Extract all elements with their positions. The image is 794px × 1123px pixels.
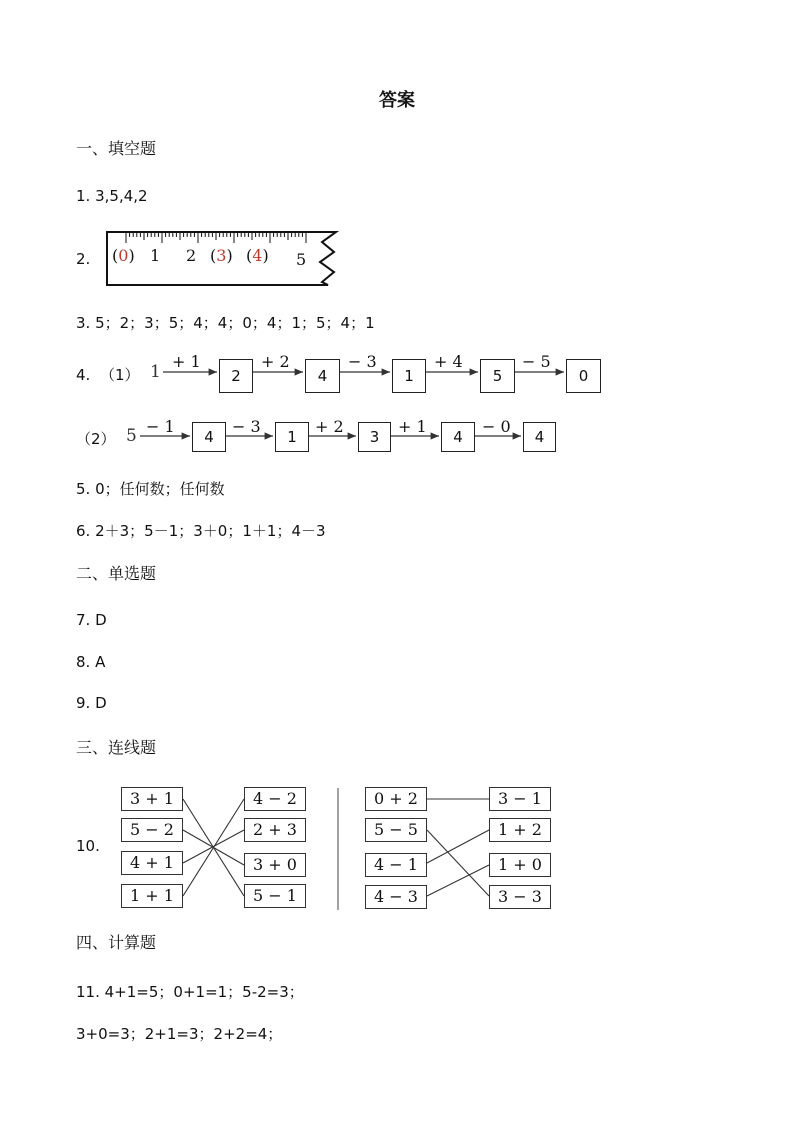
q6-number: 6. bbox=[76, 522, 91, 540]
match-right-a-item: 4 − 1 bbox=[365, 853, 427, 877]
ruler-answer-four: 4 bbox=[252, 246, 263, 265]
q4-part1-op: − 3 bbox=[348, 352, 377, 371]
q11-number: 11. bbox=[76, 983, 100, 1001]
match-left-b-item: 3 + 0 bbox=[244, 853, 306, 877]
q1-number: 1. bbox=[76, 187, 91, 205]
match-left-b-item: 4 − 2 bbox=[244, 787, 306, 811]
q8-number: 8. bbox=[76, 653, 91, 671]
ruler-paren-close: ) bbox=[262, 246, 269, 265]
section-heading-fill-blank: 一、填空题 bbox=[76, 139, 157, 158]
ruler-answer-3-group bbox=[210, 246, 233, 265]
q9-answer: D bbox=[95, 694, 107, 712]
q9-number: 9. bbox=[76, 694, 91, 712]
q4-part2-answer-box: 3 bbox=[358, 422, 391, 452]
q3-answer: 5；2；3；5；4；4；0；4；1；5；4；1 bbox=[95, 314, 375, 332]
ruler-paren-open: ( bbox=[112, 246, 119, 265]
match-left-a-item: 4 + 1 bbox=[121, 851, 183, 875]
q4-part2-op: + 2 bbox=[315, 417, 344, 436]
match-right-a-item: 5 − 5 bbox=[365, 818, 427, 842]
q6-line bbox=[76, 520, 326, 541]
q7-answer: D bbox=[95, 611, 107, 629]
q7-number: 7. bbox=[76, 611, 91, 629]
q4-part2-label: （2） bbox=[76, 430, 116, 448]
section-heading-matching: 三、连线题 bbox=[76, 738, 157, 757]
q4-part1-start: 1 bbox=[150, 362, 161, 382]
match-right-a-item: 0 + 2 bbox=[365, 787, 427, 811]
q4-arrows bbox=[0, 340, 794, 460]
q4-part2-start: 5 bbox=[126, 426, 137, 446]
q4-part2-answer-box: 4 bbox=[192, 422, 226, 452]
q1-answer: 3,5,4,2 bbox=[95, 187, 148, 205]
page-title: 答案 bbox=[379, 90, 415, 111]
q8-line bbox=[76, 653, 105, 671]
q1-line bbox=[76, 187, 148, 205]
q4-part1-op: + 1 bbox=[172, 352, 201, 371]
q5-answer: 0；任何数；任何数 bbox=[95, 480, 225, 498]
q9-line bbox=[76, 694, 107, 712]
match-right-b-item: 1 + 2 bbox=[489, 818, 551, 842]
q4-part2-op: − 1 bbox=[146, 417, 175, 436]
q4-part1-answer-box: 0 bbox=[566, 359, 601, 393]
q11-answer-line2: 3+0=3；2+1=3；2+2=4； bbox=[76, 1025, 283, 1043]
q4-part1-op: + 4 bbox=[434, 352, 463, 371]
ruler-paren-open: ( bbox=[210, 246, 217, 265]
ruler-mark-2: 2 bbox=[186, 246, 197, 265]
q10-number: 10. bbox=[76, 837, 100, 855]
ruler-answer-zero: 0 bbox=[118, 246, 129, 265]
match-left-b-item: 2 + 3 bbox=[244, 818, 306, 842]
section-heading-calculation: 四、计算题 bbox=[76, 933, 157, 952]
q4-part1-answer-box: 4 bbox=[305, 359, 340, 393]
q4-part2-op: − 3 bbox=[232, 417, 261, 436]
q5-number: 5. bbox=[76, 480, 91, 498]
match-right-b-item: 3 − 1 bbox=[489, 787, 551, 811]
q7-line bbox=[76, 611, 107, 629]
ruler-mark-5: 5 bbox=[296, 250, 307, 269]
q4-part1-op: − 5 bbox=[522, 352, 551, 371]
q4-part2-op: − 0 bbox=[482, 417, 511, 436]
q4-part2-op: + 1 bbox=[398, 417, 427, 436]
section-heading-single-choice: 二、单选题 bbox=[76, 564, 157, 583]
q4-part2-answer-box: 4 bbox=[523, 422, 556, 452]
q6-answer: 2＋3；5－1；3＋0；1＋1；4－3 bbox=[95, 522, 326, 540]
q4-part1-answer-box: 2 bbox=[219, 359, 253, 393]
q3-line bbox=[76, 312, 375, 333]
q8-answer: A bbox=[95, 653, 106, 671]
match-left-b-item: 5 − 1 bbox=[244, 884, 306, 908]
match-left-a-item: 3 + 1 bbox=[121, 787, 183, 811]
q4-part2-answer-box: 4 bbox=[441, 422, 475, 452]
match-right-b-item: 3 − 3 bbox=[489, 885, 551, 909]
q5-line bbox=[76, 478, 225, 499]
ruler-answer-4-group bbox=[246, 246, 269, 265]
ruler-labels bbox=[112, 246, 135, 265]
q4-part1-label: （1） bbox=[100, 366, 140, 384]
match-right-a-item: 4 − 3 bbox=[365, 885, 427, 909]
match-left-a-item: 5 − 2 bbox=[121, 818, 183, 842]
q11-line bbox=[76, 981, 304, 1002]
ruler-paren-close: ) bbox=[226, 246, 233, 265]
q4-part1-op: + 2 bbox=[261, 352, 290, 371]
ruler-paren-open: ( bbox=[246, 246, 253, 265]
ruler-answer-three: 3 bbox=[216, 246, 227, 265]
q3-number: 3. bbox=[76, 314, 91, 332]
q4-part1-answer-box: 1 bbox=[392, 359, 426, 393]
ruler-mark-1: 1 bbox=[150, 246, 161, 265]
q4-part1-answer-box: 5 bbox=[480, 359, 515, 393]
q4-number: 4. bbox=[76, 366, 91, 384]
q4-part2-answer-box: 1 bbox=[275, 422, 309, 452]
match-right-b-item: 1 + 0 bbox=[489, 853, 551, 877]
ruler-paren-close: ) bbox=[128, 246, 135, 265]
match-left-a-item: 1 + 1 bbox=[121, 884, 183, 908]
q2-number: 2. bbox=[76, 250, 91, 268]
q11-answer-line1: 4+1=5；0+1=1；5-2=3； bbox=[104, 983, 304, 1001]
